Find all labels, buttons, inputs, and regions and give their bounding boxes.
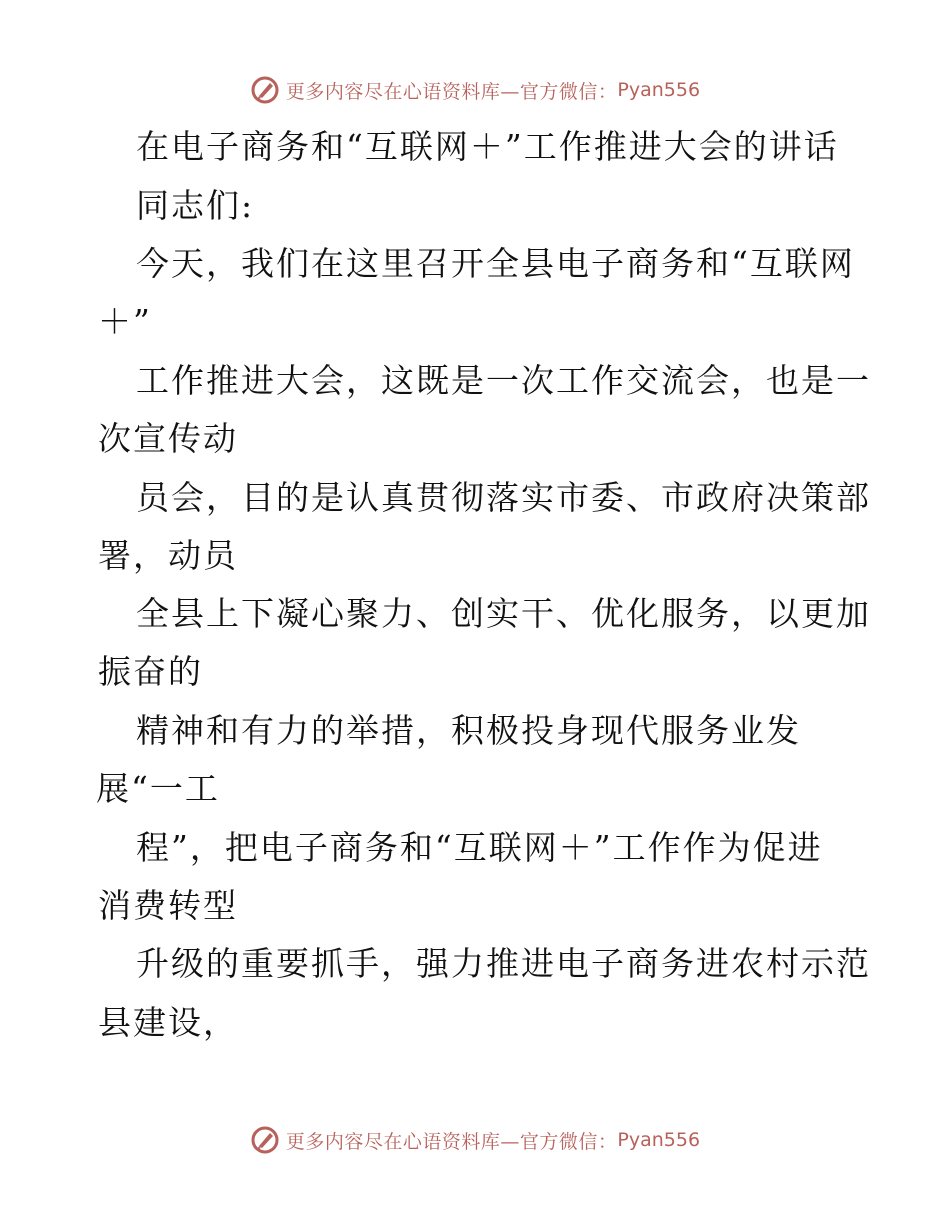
- text-line: 县建设，: [98, 1003, 238, 1042]
- text-line: 展“一工: [96, 769, 220, 808]
- text-line: 次宣传动: [98, 419, 238, 458]
- text-line: 振奋的: [98, 652, 203, 691]
- pen-nib-logo-icon: [250, 75, 280, 105]
- text-line: 署，动员: [98, 536, 238, 575]
- text-line: 全县上下凝心聚力、创实干、优化服务，以更加: [136, 594, 871, 633]
- banner-text: 更多内容尽在心语资料库—官方微信：: [285, 80, 618, 103]
- banner-text: 更多内容尽在心语资料库—官方微信：: [285, 1130, 618, 1153]
- banner-wechat-id: Pyan556: [617, 79, 701, 101]
- banner-wechat-id: Pyan556: [617, 1129, 701, 1151]
- footer-banner: [0, 1120, 950, 1160]
- header-banner: [0, 70, 950, 110]
- pen-nib-logo-icon: [250, 1125, 280, 1155]
- text-line: 消费转型: [98, 886, 238, 925]
- text-line: 升级的重要抓手，强力推进电子商务进农村示范: [136, 944, 871, 983]
- document-title: 在电子商务和“互联网＋”工作推进大会的讲话: [136, 127, 839, 166]
- text-line: 今天，我们在这里召开全县电子商务和“互联网: [136, 244, 855, 283]
- text-line: ＋”: [98, 302, 152, 341]
- text-line: 同志们:: [136, 186, 255, 225]
- text-line: 精神和有力的举措，积极投身现代服务业发: [136, 711, 801, 750]
- text-line: 工作推进大会，这既是一次工作交流会，也是一: [136, 361, 871, 400]
- text-line: 员会，目的是认真贯彻落实市委、市政府决策部: [136, 478, 871, 517]
- text-line: 程”，把电子商务和“互联网＋”工作作为促进: [136, 828, 823, 867]
